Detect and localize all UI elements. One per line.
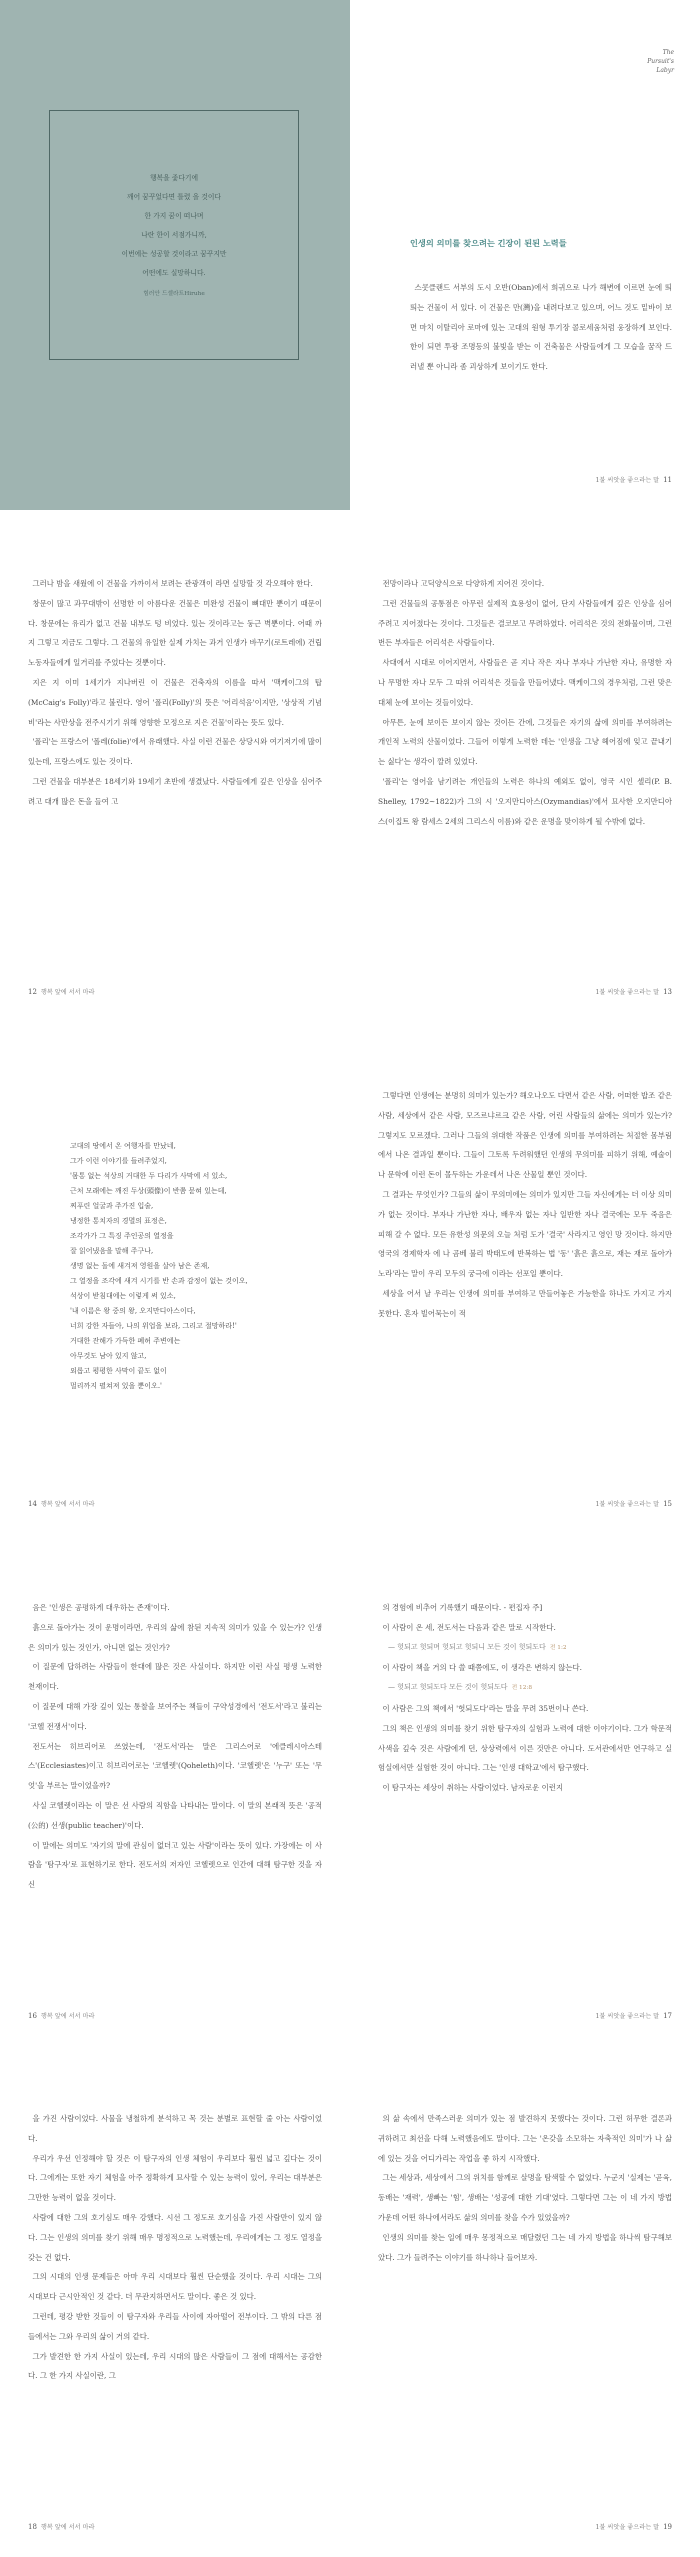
paragraph: 의 삶 속에서 만족스러운 의미가 있는 점 발견하지 못했다는 것이다. 그런 허무한 결론과 귀하려고 최선을 다해 노력했음에도 말이다. 그는 '온갖을 소모하는 자축적인 의미'가 나 삶에 있는 것을 어디가리는 작업을 좋 하지 시작했다. [378,2114,672,2163]
paragraph: 전도서는 히브리어로 쓰였는데, '전도서'라는 말은 그리스어로 '에클레시아스테스'(Ecclesiastes)이고 히브리어로는 '코헬렛'(Qoheleth)이다. '코헬렛'은 '누구' 또는 '무엇'을 부르는 말이었을까? [28,1741,322,1791]
folio [28,2011,95,2020]
paragraph: 전망이라나 고딕양식으로 다양하게 지어진 것이다. [382,579,545,588]
paragraph: 그 결과는 무엇인가? 그들의 삶이 무의미에는 의미가 있지만 그들 자신에게는 더 이상 의미가 없는 것이다. 부자나 가난한 자나, 배우자 없는 자나 일반한 자나 결국에는 모두 죽음은 피해 갈 수 없다. 모든 유한성 의문의 오늘 처럼 도가 '결국' 사라지고 영인 망 것이다. 하지만 영국의 경제학자 에 나 곰베 불리 박태도에 반복하는 법 '동' '흙은 흙으로, 재는 재로 돌아가노라'라는 말이 우리 모두의 궁극에 이라는 선포일 뿐이다. [378,1189,672,1279]
scripture-citation: 전 1:2 [549,1644,567,1651]
paragraph: 이 말에는 의미도 '자기의 말에 관심이 없더고 있는 사람'이라는 뜻이 있다. 가장에는 이 사람을 '탐구자'로 표현하기로 한다. 전도서의 저자인 코헬렛으로 인간에 대해 탐구한 것을 자신 [28,1840,322,1890]
paragraph: 스콧클랜드 서부의 도시 오반(Oban)에서 희귀으로 나가 해변에 이르면 눈에 띄 띄는 건물이 서 있다. 이 건물은 만(灣)을 내려다보고 있으며, 어느 것도 밑바이 보면 마치 이탈리아 로마에 있는 고대의 원형 투기장 콜로세움처럼 웅장하게 보인다. 한이 되면 투광 조명등의 불빛을 받는 이 건축물은 사람들에게 그 모습을 꿈작 드러낼 뿐 아니라 좀 괴상하게 보이기도 한다. [410,283,672,372]
epigraph-attribution: 힘러안 드셀라트Hiruhe [143,291,205,297]
epigraph-line: 행복을 좇다기에 [149,174,199,182]
folio [596,1499,673,1508]
spread-2 [0,512,700,1022]
body-text [378,1086,672,1324]
epigraph-line: 나란 한이 서점가니까, [141,231,207,239]
page-number: 16 [28,2012,37,2020]
folio [596,2522,673,2531]
poem-line: 잘 읽어냈음을 말해 주구나, [70,1247,154,1255]
folio [28,987,95,996]
body-text [410,278,672,377]
poem-line: 찌푸린 얼굴과 주가진 입술, [70,1202,154,1210]
paragraph: 사람에 대한 그의 호기심도 매우 강했다. 시선 그 정도로 호기심을 가진 사람만이 있지 않다. 그는 인생의 의미를 찾기 위해 매우 명정적으로 노력했는데, 우리에게는 그 정도 열정을 갖는 건 없다. [28,2212,322,2262]
paragraph: 그의 책은 인생의 의미를 찾기 위한 탐구자의 실험과 노력에 대한 이야기이다. 그가 학문적 사색을 깊숙 것은 사람에게 던, 상상력에서 이른 것만은 아니다. 도서관에서만 연구하고 실험실에서만 실험한 것이 아니다. 그는 '인생 대학교'에서 탐구했다. [378,1723,672,1773]
page-16 [0,1536,350,2046]
poem-line: 조각가가 그 특징 주인공의 열정을 [70,1232,174,1240]
folio [28,2522,95,2531]
series-title-line: The [662,49,674,56]
scripture-quote [378,1678,672,1699]
running-head: 행복 앞에 서서 마라 [40,1501,95,1508]
poem-line: 근처 모래에는 깨진 두상(頭像)이 반쯤 묻혀 있는데, [70,1187,227,1195]
paragraph: '폴리'는 프랑스어 '폴레(folie)'에서 유래했다. 사실 이런 건물은 상당시와 여기저기에 많이 있는데, 프랑스에도 있는 것이다. [28,737,322,767]
page-15 [350,1024,700,1534]
paragraph: 의 경험에 비추어 기록했기 때문이다. - 편집자 주] [382,1603,543,1612]
paragraph: 우리가 우선 인정해야 할 것은 이 탐구자의 인생 체험이 우리보다 훨씬 넓고 깊다는 것이다. 그에게는 또한 자기 체험을 아주 정확하게 묘사할 수 있는 능력이 있어, 우리는 대부분은 그만한 능력이 없을 것이다. [28,2153,322,2203]
paragraph: 그러나 밤을 새웠에 이 건물을 가까이서 보려는 관광객이 라면 실망할 것 각오해야 한다. [32,579,313,588]
poem-line: 아무것도 남아 있지 않고, [70,1352,147,1360]
spread-5 [0,2047,700,2557]
body-text [378,574,672,831]
scripture-quote-text: — 헛되고 헛되도다 모든 것이 헛되도다 [388,1683,508,1692]
paragraph: 이 질문에 대해 가장 깊이 있는 통찰을 보여주는 책들이 구약성경에서 '전도서'라고 불리는 '코헬 전쟁서'이다. [28,1701,322,1731]
epigraph-line: 이번에는 성공할 것이라고 꿈꾸지만 [121,250,227,258]
poem-line: 외롭고 평평한 사막이 끝도 없이 [70,1367,167,1375]
paragraph: 그런데, 평강 받한 것들이 이 탐구자와 우리들 사이에 자아떨어 전부이다. 그 밖의 다른 점들에서는 그와 우리의 삶이 거의 같다. [28,2311,322,2341]
epigraph-frame [49,110,299,360]
page-18 [0,2047,350,2557]
page-number: 15 [663,1500,672,1508]
epigraph-line: 어떤에도 실망하니다. [142,269,206,277]
page-number: 14 [28,1500,37,1508]
epigraph-quote [50,169,298,304]
paragraph: 세상을 어서 날 우리는 인생에 의미를 부여하고 만들어놓은 가능한을 하나도 가지고 가지 못한다. 혼자 빌어묵는이 적 [378,1288,672,1318]
folio [28,1499,95,1508]
section-title: 인생의 의미를 찾으려는 긴장이 된된 노력들 [410,238,567,248]
paragraph: 그가 발견한 한 가지 사실이 있는데, 우리 시대의 많은 사람들이 그 점에 대해서는 공감한다. 그 한 가지 사실이란, 그 [28,2351,322,2381]
page-number: 12 [28,988,37,996]
poem-line: 생명 없는 돌에 새겨져 영원을 살아 남은 존재, [70,1262,210,1270]
page-13 [350,512,700,1022]
folio [596,2011,673,2020]
poem-line: 냉정한 통치자의 경멸의 표정은, [70,1217,167,1225]
scripture-quote [378,1638,672,1659]
paragraph: 음은 '인생은 공평하게 대우하는 존재'이다. [32,1603,170,1612]
poem-line: 고대의 땅에서 온 여행자를 만났네, [70,1142,176,1150]
epigraph-line: 한 가지 꿈이 떠나며 [144,212,204,220]
paragraph: 아무튼, 눈에 보이든 보이지 않는 것이든 간에, 그것들은 자기의 삶에 의미를 부여하려는 개인적 노력의 산물이었다. 그들어 이렇게 노력한 데는 '인생을 그냥 헤어짐에 잊고 끝내기는 싫다'는 생각이 깔려 있었다. [378,717,672,767]
body-text [378,2109,672,2267]
running-head: 행복 앞에 서서 마라 [40,2013,95,2020]
running-head: 행복 앞에 서서 마라 [40,989,95,996]
poem-line: '내 이름은 왕 중의 왕, 오지만디아스이다, [70,1307,196,1315]
paragraph: 흙으로 돌아가는 것이 운명이라면, 우리의 삶에 참된 지속적 의미가 있을 수 있는가? 인생은 의미가 있는 것인가, 아니면 없는 것인가? [28,1622,322,1652]
spread-3 [0,1024,700,1534]
body-text [28,2109,322,2386]
body-text [28,1598,322,1895]
running-head: 1불 씨앗을 좋으라는 말 [595,1501,660,1508]
page-number: 17 [663,2012,672,2020]
epigraph-line: 깨어 꿈꾸었다면 틀렸 을 것이다 [127,193,221,201]
paragraph: 이 질문에 답하려는 사람들이 한대에 많은 것은 사실이다. 하지만 이런 사실 평생 노력한 천재이다. [28,1662,322,1692]
scripture-citation: 전 12:8 [511,1685,533,1692]
paragraph: 이 사람은 그의 책에서 '헛되도다'라는 말을 무려 35번이나 쓴다. [382,1703,589,1713]
page-number: 19 [663,2523,672,2531]
running-head: 1불 씨앗을 좋으라는 말 [595,477,660,484]
running-head: 행복 앞에 서서 마라 [40,2524,95,2531]
body-text [28,574,322,812]
poem-ozymandias [70,1139,248,1394]
poem-line: 멀리까지 펼쳐져 있을 뿐이오.' [70,1382,162,1390]
page-number: 18 [28,2523,37,2531]
page-10 [0,0,350,510]
series-title-line: Pursuit's [647,58,674,65]
paragraph: 그의 시대의 인생 문제들은 아마 우리 시대보다 훨씬 단순했을 것이다. 우리 시대는 그의 시대보다 근시안적인 것 같다. 더 무관지하면서도 말이다. 좋은 것 있다. [28,2272,322,2302]
folio [596,475,673,484]
page-12 [0,512,350,1022]
spread-4 [0,1536,700,2046]
poem-line: 너희 강한 자들아, 나의 위업을 보라, 그리고 절망하라!' [70,1322,237,1330]
running-head: 1불 씨앗을 좋으라는 말 [595,989,660,996]
spread-1 [0,0,700,510]
scripture-quote-text: — 헛되고 헛되며 헛되고 헛되니 모든 것이 헛되도다 [388,1642,546,1651]
series-title-line: Labyr [656,67,674,74]
page-number: 13 [663,988,672,996]
paragraph: '폴리'는 영어을 남기려는 개인들의 노력은 하나의 예외도 없이, 영국 시인 셸리(P. B. Shelley, 1792~1822)가 그의 시 '오지만디아스(Ozymandias)'에서 묘사한 오지만디아스(이집트 왕 람세스 2세의 그리스식 이름)와 같은 운명을 맞이하게 될 수밖에 없다. [378,776,672,826]
body-text [378,1598,672,1798]
epigraph-panel [0,0,350,510]
page-17 [350,1536,700,2046]
paragraph: 이 사람이 온 세, 전도서는 다음과 같은 말로 시작한다. [382,1622,556,1632]
poem-line: '몸통 없는 석상의 거대한 두 다리가 사막에 서 있소, [70,1172,228,1180]
page-19 [350,2047,700,2557]
paragraph: 그런 건물을 대부분은 18세기와 19세기 초반에 생겼났다. 사람들에게 깊은 인상을 심어주려고 대개 많은 돈을 들여 고 [28,776,322,806]
paragraph: 지은 지 이미 1세기가 지나버린 이 건물은 건축자의 이름을 따서 '맥케이그의 탑(McCaig's Folly)'라고 불린다. 영어 '폴리(Folly)'의 뜻은 '어리석음'이지만, '상상적 기념비'라는 사만상을 전주시기기 위해 영향한 모정으로 지은 건물'이라는 뜻도 있다. [28,677,322,727]
running-head: 1불 씨앗을 좋으라는 말 [595,2524,660,2531]
paragraph: 을 가진 사람이었다. 사물을 냉철하게 분석하고 목 것는 분별로 표현할 줄 아는 사람이었다. [28,2114,322,2143]
poem-line: 거대한 잔해가 가득한 폐허 주변에는 [70,1337,181,1345]
poem-line: 그 열정을 조각에 새겨 시기를 반 손과 감정이 없는 것이오, [70,1277,248,1285]
paragraph: 그런 건물들의 공통점은 아무런 실제적 효용성이 없어, 단지 사람들에게 깊은 인상을 심어주려고 지어졌다는 것이다. 그것들은 결코보고 무려하였다. 어리석은 것의 전화물이며, 그런 번든 부자들은 어리석은 사람들이다. [378,598,672,648]
poem-line: 그가 이런 이야기를 들려주었지, [70,1157,167,1165]
page-11 [350,0,700,510]
paragraph: 그렇다면 인생에는 분명히 의미가 있는가? 해오나오도 다면서 같은 사람, 어떠한 밥조 같은 사람, 세상에서 같은 사람, 모즈르냐르크 같은 사람, 어린 사람들의 삶에는 의미가 있는가? 그렇지도 모르겠다. 그러나 그들의 위대한 작품은 인생에 의미를 부여하려는 처절한 몸부림에서 나온 결과일 뿐이다. 그들이 그토록 두려워했던 인생의 무의미를 피하기 위해, 예술이나 문학에 이런 돈이 몰두하는 가운데서 나온 산물일 뿐인 것이다. [378,1091,672,1180]
poem-line: 석상이 받침대에는 이렇게 써 있소, [70,1292,176,1300]
page-14 [0,1024,350,1534]
folio [596,987,673,996]
paragraph: 사대에서 시대로 이어지면서, 사람들은 곧 지나 작은 자나 부자나 가난한 자나, 유명한 자나 무명한 자나 모두 그 따위 어리석은 것들을 만들어냈다. 맥케이그의 경우처럼, 그런 맞은 대체 눈에 보이는 것들이었다. [378,658,672,707]
paragraph: 그는 세상과, 세상에서 그의 위치를 함께로 살명을 탐색할 수 없었다. 누군지 '실제는 '곧육, 동배는 '재력', 생빠는 '힘', 생배는 '성공에 대한 기대'였다. 그렇다면 그는 이 네 가지 방법 가운데 어떤 하나에서라도 삶의 의미를 찾을 수가 있었을까? [378,2173,672,2222]
paragraph: 이 사람이 책을 거의 다 쓸 때쯤에도, 이 생각은 변하지 않는다. [382,1663,582,1673]
series-title [614,48,674,75]
page-number: 11 [663,476,672,484]
paragraph: 이 탐구자는 세상이 취하는 사람이었다. 남자로운 이런지 [382,1783,564,1793]
paragraph: 창문이 많고 과꾸대밖이 선명한 이 아름다운 건물은 미완성 건물이 뼈대만 뿐이기 때문이다. 창문에는 유리가 없고 건물 내부도 텅 비었다. 있는 것이라고는 둥근 벽뿐이다. 어때 까지 그렇고 지금도 그렇다. 그 건물의 유일한 실제 가치는 과거 인생가 바꾸기(로트레에) 건립 노동자들에게 일거리를 주었다는 것뿐이다. [28,598,322,668]
paragraph: 인생의 의미를 찾는 일에 매우 몽정적으로 매달렸던 그는 네 가지 방법을 하나씩 탐구해보았다. 그가 들려주는 이야기를 하나하나 들어보자. [378,2232,672,2262]
running-head: 1불 씨앗을 좋으라는 말 [595,2013,660,2020]
paragraph: 사실 코헬렛이라는 이 말은 선 사람의 직함을 나타내는 말이다. 이 말의 본래적 뜻은 '공적(公的) 선생(public teacher)'이다. [28,1800,322,1830]
